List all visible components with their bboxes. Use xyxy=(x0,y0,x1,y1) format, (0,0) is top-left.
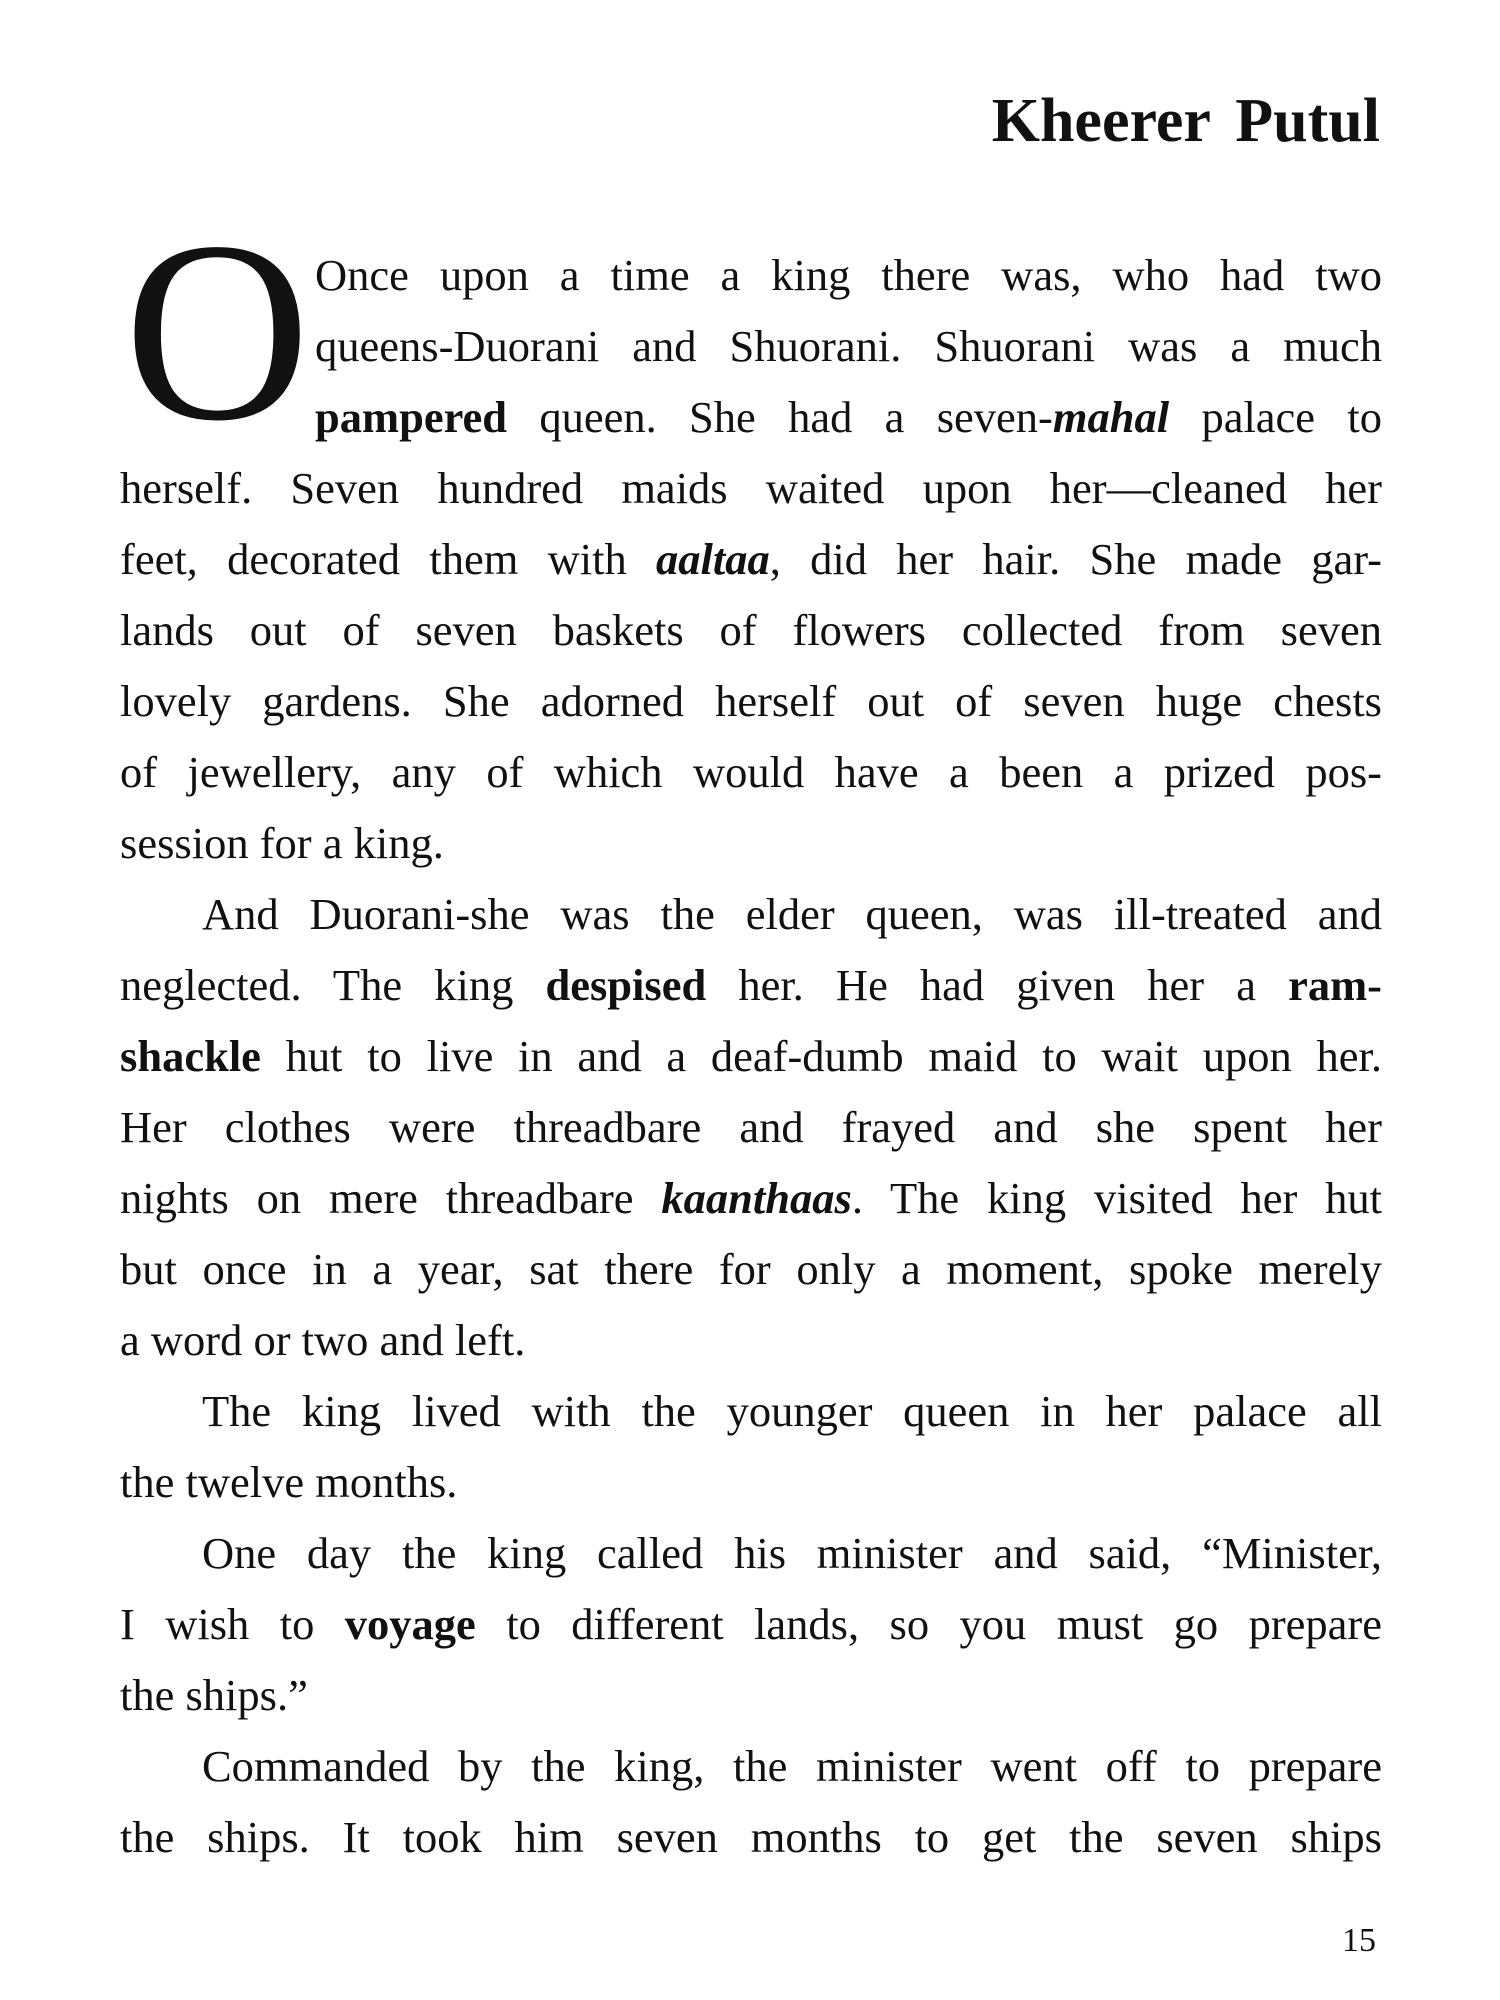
page-number: 15 xyxy=(1342,1922,1376,1959)
text-run: lands out of seven baskets of flowers collected from seven xyxy=(120,605,1382,655)
text-run: but once in a year, sat there for only a moment, spoke merely xyxy=(120,1244,1382,1294)
text-run: lovely gardens. She adorned herself out of seven huge chests xyxy=(120,676,1382,726)
text-line xyxy=(120,666,1382,737)
emphasized-text: pampered xyxy=(315,392,508,442)
text-line xyxy=(120,1305,1382,1376)
text-run: her. He had given her a xyxy=(706,960,1289,1010)
text-run: I wish to xyxy=(120,1599,345,1649)
text-run: , did her hair. She made gar- xyxy=(769,534,1382,584)
text-line xyxy=(120,1447,1382,1518)
text-run: feet, decorated them with xyxy=(120,534,656,584)
text-run: the ships.” xyxy=(120,1670,308,1720)
text-run: a word or two and left. xyxy=(120,1315,526,1365)
text-line xyxy=(120,1660,1382,1731)
emphasized-text: voyage xyxy=(344,1599,476,1649)
text-run: herself. Seven hundred maids waited upon her—cleaned her xyxy=(120,463,1382,513)
text-line xyxy=(120,1021,1382,1092)
text-run: And Duorani-she was the elder queen, was ill-treated and xyxy=(202,889,1382,939)
text-run: . The king visited her hut xyxy=(851,1173,1382,1223)
text-run: Her clothes were threadbare and frayed and she spent her xyxy=(120,1102,1382,1152)
chapter-title: Kheerer Putul xyxy=(991,87,1380,155)
text-line xyxy=(120,808,1382,879)
text-line xyxy=(315,311,1382,382)
text-run: queens-Duorani and Shuorani. Shuorani was a much xyxy=(315,321,1382,371)
text-line xyxy=(120,1731,1382,1802)
text-line xyxy=(120,950,1382,1021)
text-run: session for a king. xyxy=(120,818,444,868)
text-line xyxy=(120,595,1382,666)
emphasized-text: kaanthaas xyxy=(661,1173,852,1223)
text-run: of jewellery, any of which would have a been a prized pos- xyxy=(120,747,1382,797)
text-run: palace to xyxy=(1169,392,1382,442)
text-line xyxy=(120,879,1382,950)
emphasized-text: aaltaa xyxy=(656,534,770,584)
text-line xyxy=(120,1589,1382,1660)
text-run: hut to live in and a deaf-dumb maid to wait upon her. xyxy=(260,1031,1382,1081)
text-run: Once upon a time a king there was, who had two xyxy=(315,250,1382,300)
text-run: Commanded by the king, the minister went off to prepare xyxy=(202,1741,1382,1791)
text-run: One day the king called his minister and said, “Minister, xyxy=(202,1528,1382,1578)
text-line xyxy=(120,1376,1382,1447)
text-run: the ships. It took him seven months to get the seven ships xyxy=(120,1812,1382,1862)
text-run: queen. She had a seven- xyxy=(507,392,1053,442)
story-text xyxy=(120,188,1383,1873)
emphasized-text: mahal xyxy=(1052,392,1170,442)
text-line xyxy=(120,524,1382,595)
text-line xyxy=(120,1518,1382,1589)
drop-cap: O xyxy=(124,188,311,474)
text-run: The king lived with the younger queen in her palace all xyxy=(202,1386,1382,1436)
text-line xyxy=(315,382,1382,453)
text-run: nights on mere threadbare xyxy=(120,1173,662,1223)
text-run: the twelve months. xyxy=(120,1457,458,1507)
text-run: to different lands, so you must go prepare xyxy=(475,1599,1383,1649)
emphasized-text: ram- xyxy=(1288,960,1382,1010)
text-run: neglected. The king xyxy=(120,960,546,1010)
text-line xyxy=(315,240,1382,311)
emphasized-text: despised xyxy=(545,960,707,1010)
text-line xyxy=(120,737,1382,808)
text-line xyxy=(120,1163,1382,1234)
emphasized-text: shackle xyxy=(120,1031,261,1081)
text-line xyxy=(120,1234,1382,1305)
text-line xyxy=(120,1092,1382,1163)
text-line xyxy=(120,1802,1382,1873)
